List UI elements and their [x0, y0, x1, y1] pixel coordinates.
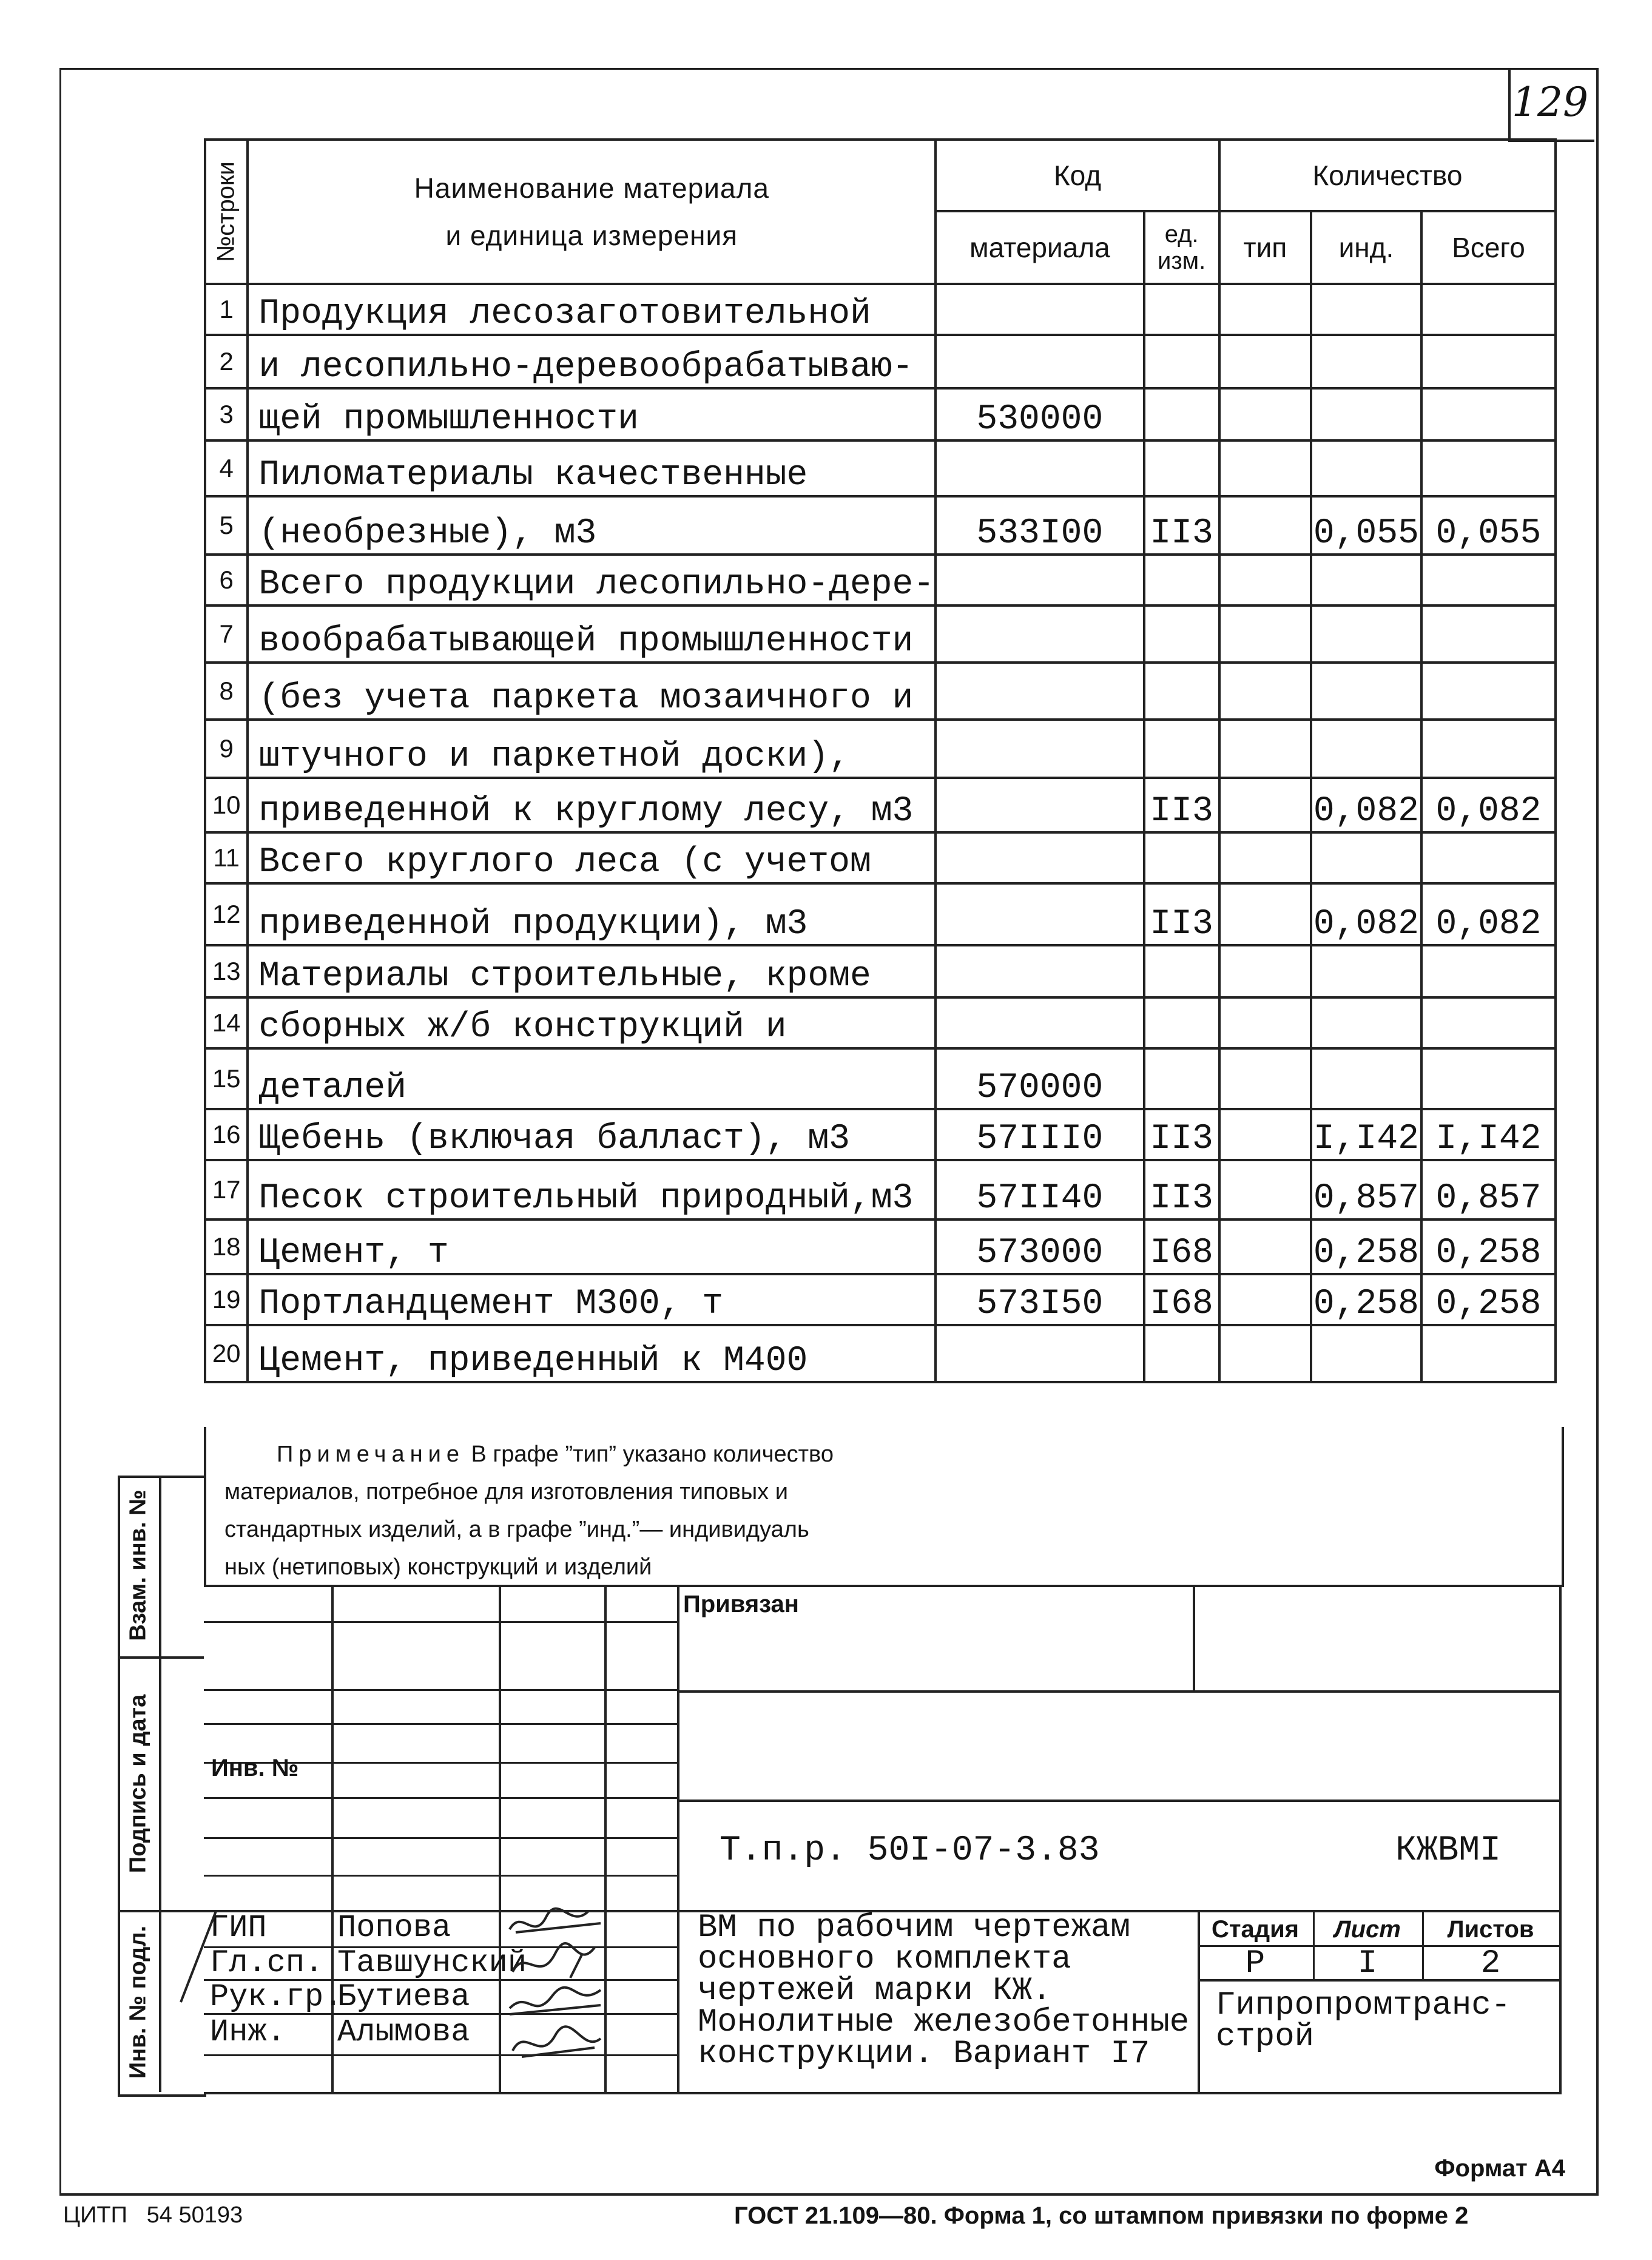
table-row [205, 440, 1556, 496]
row-number: 20 [205, 1325, 248, 1382]
row-name: Пиломатериалы качественные [248, 440, 936, 496]
row-ind: 0,082 [1311, 778, 1421, 832]
row-total [1421, 1048, 1556, 1109]
row-ind [1311, 605, 1421, 663]
row-number: 4 [205, 440, 248, 496]
row-total [1421, 388, 1556, 440]
row-code [936, 663, 1144, 720]
row-number: 19 [205, 1274, 248, 1325]
row-name: деталей [248, 1048, 936, 1109]
row-ind [1311, 284, 1421, 335]
stage-label: Стадия [1211, 1916, 1300, 1943]
row-name: Щебень (включая балласт), м3 [248, 1109, 936, 1160]
row-number: 3 [205, 388, 248, 440]
table-row [205, 335, 1556, 388]
row-number: 16 [205, 1109, 248, 1160]
stamp-hline-6 [204, 1837, 677, 1839]
row-number: 7 [205, 605, 248, 663]
row-ind [1311, 1325, 1421, 1382]
table-row [205, 1109, 1556, 1160]
row-typ [1219, 496, 1311, 555]
sheet-value: I [1357, 1945, 1378, 1982]
inv-no-label: Инв. № [211, 1755, 299, 1781]
table-row [205, 945, 1556, 997]
row-name: Песок строительный природный,м3 [248, 1160, 936, 1219]
doc-code: Т.п.р. 50I-07-3.83 [720, 1831, 1100, 1870]
doc-title-line: чертежей марки КЖ. [698, 1972, 1052, 2009]
row-unit [1144, 388, 1219, 440]
row-ind: 0,055 [1311, 496, 1421, 555]
row-unit: II3 [1144, 496, 1219, 555]
row-name: приведенной к круглому лесу, м3 [248, 778, 936, 832]
unit-header: ед. изм. [1144, 211, 1219, 284]
row-name: щей промышленности [248, 388, 936, 440]
note-line-3: стандартных изделий, а в графе ”инд.”— индивидуаль [224, 1517, 809, 1542]
inv-label: Инв. № подл. [125, 1925, 151, 2079]
row-total: 0,082 [1421, 778, 1556, 832]
row-number: 17 [205, 1160, 248, 1219]
row-name: Материалы строительные, кроме [248, 945, 936, 997]
row-typ [1219, 1109, 1311, 1160]
stamp-role: ГИП [210, 1910, 267, 1946]
privyazan-label: Привязан [683, 1591, 799, 1617]
row-typ [1219, 663, 1311, 720]
row-code [936, 605, 1144, 663]
table-row [205, 496, 1556, 555]
row-ind: I,I42 [1311, 1109, 1421, 1160]
row-name: сборных ж/б конструкций и [248, 997, 936, 1048]
org-name: Гипропромтранс- строй [1216, 1987, 1511, 2056]
stamp-right-hline-1 [677, 1690, 1559, 1693]
stamp-role: Гл.сп. [210, 1945, 324, 1981]
row-unit: II3 [1144, 883, 1219, 945]
row-typ [1219, 335, 1311, 388]
row-code: 530000 [936, 388, 1144, 440]
row-code [936, 720, 1144, 778]
side-inner-line [159, 1476, 161, 2092]
table-row [205, 1048, 1556, 1109]
row-number: 6 [205, 555, 248, 605]
row-typ [1219, 605, 1311, 663]
sheets-label: Листов [1447, 1916, 1534, 1943]
row-code [936, 832, 1144, 883]
page-number: 129 [1512, 79, 1588, 126]
name-header: Наименование материала и единица измерения [248, 140, 936, 284]
row-total [1421, 605, 1556, 663]
row-ind [1311, 945, 1421, 997]
row-number: 5 [205, 496, 248, 555]
row-code: 57III0 [936, 1109, 1144, 1160]
stamp-role: Рук.гр. [210, 1979, 343, 2015]
row-name: штучного и паркетной доски), [248, 720, 936, 778]
row-number: 2 [205, 335, 248, 388]
row-number: 14 [205, 997, 248, 1048]
row-typ [1219, 284, 1311, 335]
note-block [204, 1427, 1564, 1587]
row-total [1421, 945, 1556, 997]
row-typ [1219, 883, 1311, 945]
row-total: 0,258 [1421, 1219, 1556, 1274]
note-line-1: Примечание В графе ”тип” указано количество [277, 1442, 834, 1467]
row-name: Портландцемент М300, т [248, 1274, 936, 1325]
row-ind [1311, 663, 1421, 720]
row-typ [1219, 997, 1311, 1048]
stamp-hline-3 [204, 1723, 677, 1725]
format-label: Формат А4 [1434, 2155, 1565, 2182]
table-row [205, 832, 1556, 883]
stamp-person: Попова [337, 1910, 451, 1946]
row-ind [1311, 388, 1421, 440]
table-row [205, 388, 1556, 440]
row-typ [1219, 388, 1311, 440]
table-row [205, 997, 1556, 1048]
row-name: (без учета паркета мозаичного и [248, 663, 936, 720]
row-total: 0,258 [1421, 1274, 1556, 1325]
row-code: 533I00 [936, 496, 1144, 555]
stage-value: Р [1245, 1945, 1266, 1982]
doc-title-line: конструкции. Вариант I7 [698, 2036, 1150, 2073]
row-ind [1311, 720, 1421, 778]
stamp-right-hline-2 [677, 1800, 1559, 1802]
footer-left: ЦИТП 54 50193 [63, 2202, 243, 2228]
sheet-label: Лист [1334, 1916, 1401, 1943]
row-code [936, 440, 1144, 496]
table-row [205, 1219, 1556, 1274]
row-unit [1144, 1048, 1219, 1109]
row-ind: 0,857 [1311, 1160, 1421, 1219]
row-code [936, 883, 1144, 945]
row-unit [1144, 663, 1219, 720]
vzam-label: Взам. инв. № [125, 1489, 151, 1641]
stamp-person: Бутиева [337, 1979, 470, 2015]
row-name: Продукция лесозаготовительной [248, 284, 936, 335]
row-total [1421, 335, 1556, 388]
row-name: Всего продукции лесопильно-дере- [248, 555, 936, 605]
row-code [936, 997, 1144, 1048]
table-row [205, 778, 1556, 832]
row-number: 12 [205, 883, 248, 945]
row-code [936, 555, 1144, 605]
row-typ [1219, 778, 1311, 832]
row-unit [1144, 605, 1219, 663]
footer-gost: ГОСТ 21.109—80. Форма 1, со штампом привязки по форме 2 [734, 2202, 1469, 2229]
podpis-label: Подпись и дата [125, 1694, 151, 1874]
note-prefix: Примечание [277, 1442, 465, 1467]
row-total: 0,055 [1421, 496, 1556, 555]
doc-mark: КЖВМI [1395, 1831, 1502, 1870]
row-total [1421, 440, 1556, 496]
row-number: 15 [205, 1048, 248, 1109]
row-code: 57II40 [936, 1160, 1144, 1219]
row-code: 570000 [936, 1048, 1144, 1109]
row-number: 10 [205, 778, 248, 832]
row-unit: II3 [1144, 1160, 1219, 1219]
row-ind [1311, 335, 1421, 388]
sheets-value: 2 [1480, 1945, 1501, 1982]
row-total [1421, 284, 1556, 335]
row-total [1421, 720, 1556, 778]
stamp-hline-5 [204, 1797, 677, 1799]
row-number: 18 [205, 1219, 248, 1274]
stamp-hline-7 [204, 1875, 677, 1877]
row-name: вообрабатывающей промышленности [248, 605, 936, 663]
row-ind [1311, 440, 1421, 496]
row-unit [1144, 945, 1219, 997]
row-number: 9 [205, 720, 248, 778]
table-row [205, 663, 1556, 720]
row-name: (необрезные), м3 [248, 496, 936, 555]
doc-title [698, 1909, 1190, 2073]
row-total [1421, 997, 1556, 1048]
row-typ [1219, 1325, 1311, 1382]
row-typ [1219, 440, 1311, 496]
row-code: 573I50 [936, 1274, 1144, 1325]
table-row [205, 720, 1556, 778]
row-code [936, 1325, 1144, 1382]
row-name: Цемент, приведенный к М400 [248, 1325, 936, 1382]
total-header: Всего [1421, 211, 1556, 284]
row-number: 8 [205, 663, 248, 720]
typ-header: тип [1219, 211, 1311, 284]
row-total: 0,082 [1421, 883, 1556, 945]
row-ind: 0,258 [1311, 1219, 1421, 1274]
revision-slash [174, 1905, 222, 2008]
row-total: 0,857 [1421, 1160, 1556, 1219]
row-unit: II3 [1144, 778, 1219, 832]
row-code [936, 945, 1144, 997]
row-typ [1219, 1160, 1311, 1219]
row-typ [1219, 1219, 1311, 1274]
stamp-person: Тавшунский [337, 1945, 527, 1981]
row-total [1421, 1325, 1556, 1382]
side-sep-1 [118, 1656, 204, 1659]
row-name: приведенной продукции), м3 [248, 883, 936, 945]
row-typ [1219, 555, 1311, 605]
signature-scribbles [497, 1905, 619, 2087]
row-name: Всего круглого леса (с учетом [248, 832, 936, 883]
row-unit [1144, 997, 1219, 1048]
row-typ [1219, 1048, 1311, 1109]
row-typ [1219, 1274, 1311, 1325]
stamp-hline-2 [204, 1689, 677, 1691]
table-row [205, 555, 1556, 605]
row-total [1421, 832, 1556, 883]
material-code-header: материала [936, 211, 1144, 284]
row-unit [1144, 440, 1219, 496]
row-code: 573000 [936, 1219, 1144, 1274]
stamp-person: Алымова [337, 2014, 470, 2050]
table-row [205, 284, 1556, 335]
row-total [1421, 663, 1556, 720]
note-line-4: ных (нетиповых) конструкций и изделий [224, 1554, 652, 1580]
row-number: 1 [205, 284, 248, 335]
row-typ [1219, 720, 1311, 778]
row-unit: I68 [1144, 1274, 1219, 1325]
row-total [1421, 555, 1556, 605]
row-ind: 0,258 [1311, 1274, 1421, 1325]
doc-title-line: ВМ по рабочим чертежам [698, 1909, 1130, 1946]
row-unit [1144, 555, 1219, 605]
row-unit [1144, 1325, 1219, 1382]
stamp-hline-1 [204, 1621, 677, 1623]
row-typ [1219, 945, 1311, 997]
quantity-header: Количество [1219, 140, 1556, 211]
doc-title-line: Монолитные железобетонные [698, 2004, 1190, 2041]
doc-title-line: основного комплекта [698, 1941, 1071, 1978]
row-unit [1144, 335, 1219, 388]
row-name: и лесопильно-деревообрабатываю- [248, 335, 936, 388]
note-line-2: материалов, потребное для изготовления типовых и [224, 1479, 788, 1505]
code-header: Код [936, 140, 1219, 211]
row-unit [1144, 284, 1219, 335]
table-row [205, 1325, 1556, 1382]
row-code [936, 778, 1144, 832]
row-name: Цемент, т [248, 1219, 936, 1274]
side-divider [118, 1476, 120, 2092]
table-row [205, 1274, 1556, 1325]
row-ind [1311, 555, 1421, 605]
row-unit [1144, 720, 1219, 778]
row-number: 11 [205, 832, 248, 883]
stamp-role: Инж. [210, 2014, 286, 2050]
row-typ [1219, 832, 1311, 883]
table-row [205, 1160, 1556, 1219]
row-ind [1311, 997, 1421, 1048]
row-unit: II3 [1144, 1109, 1219, 1160]
row-ind [1311, 1048, 1421, 1109]
table-row [205, 883, 1556, 945]
row-ind: 0,082 [1311, 883, 1421, 945]
table-row [205, 605, 1556, 663]
materials-table [204, 138, 1557, 1383]
privyazan-vline [1193, 1585, 1195, 1692]
row-ind [1311, 832, 1421, 883]
row-unit: I68 [1144, 1219, 1219, 1274]
row-number: 13 [205, 945, 248, 997]
row-code [936, 284, 1144, 335]
ind-header: инд. [1311, 211, 1421, 284]
row-total: I,I42 [1421, 1109, 1556, 1160]
row-unit [1144, 832, 1219, 883]
row-no-header: №строки [205, 140, 248, 284]
row-code [936, 335, 1144, 388]
